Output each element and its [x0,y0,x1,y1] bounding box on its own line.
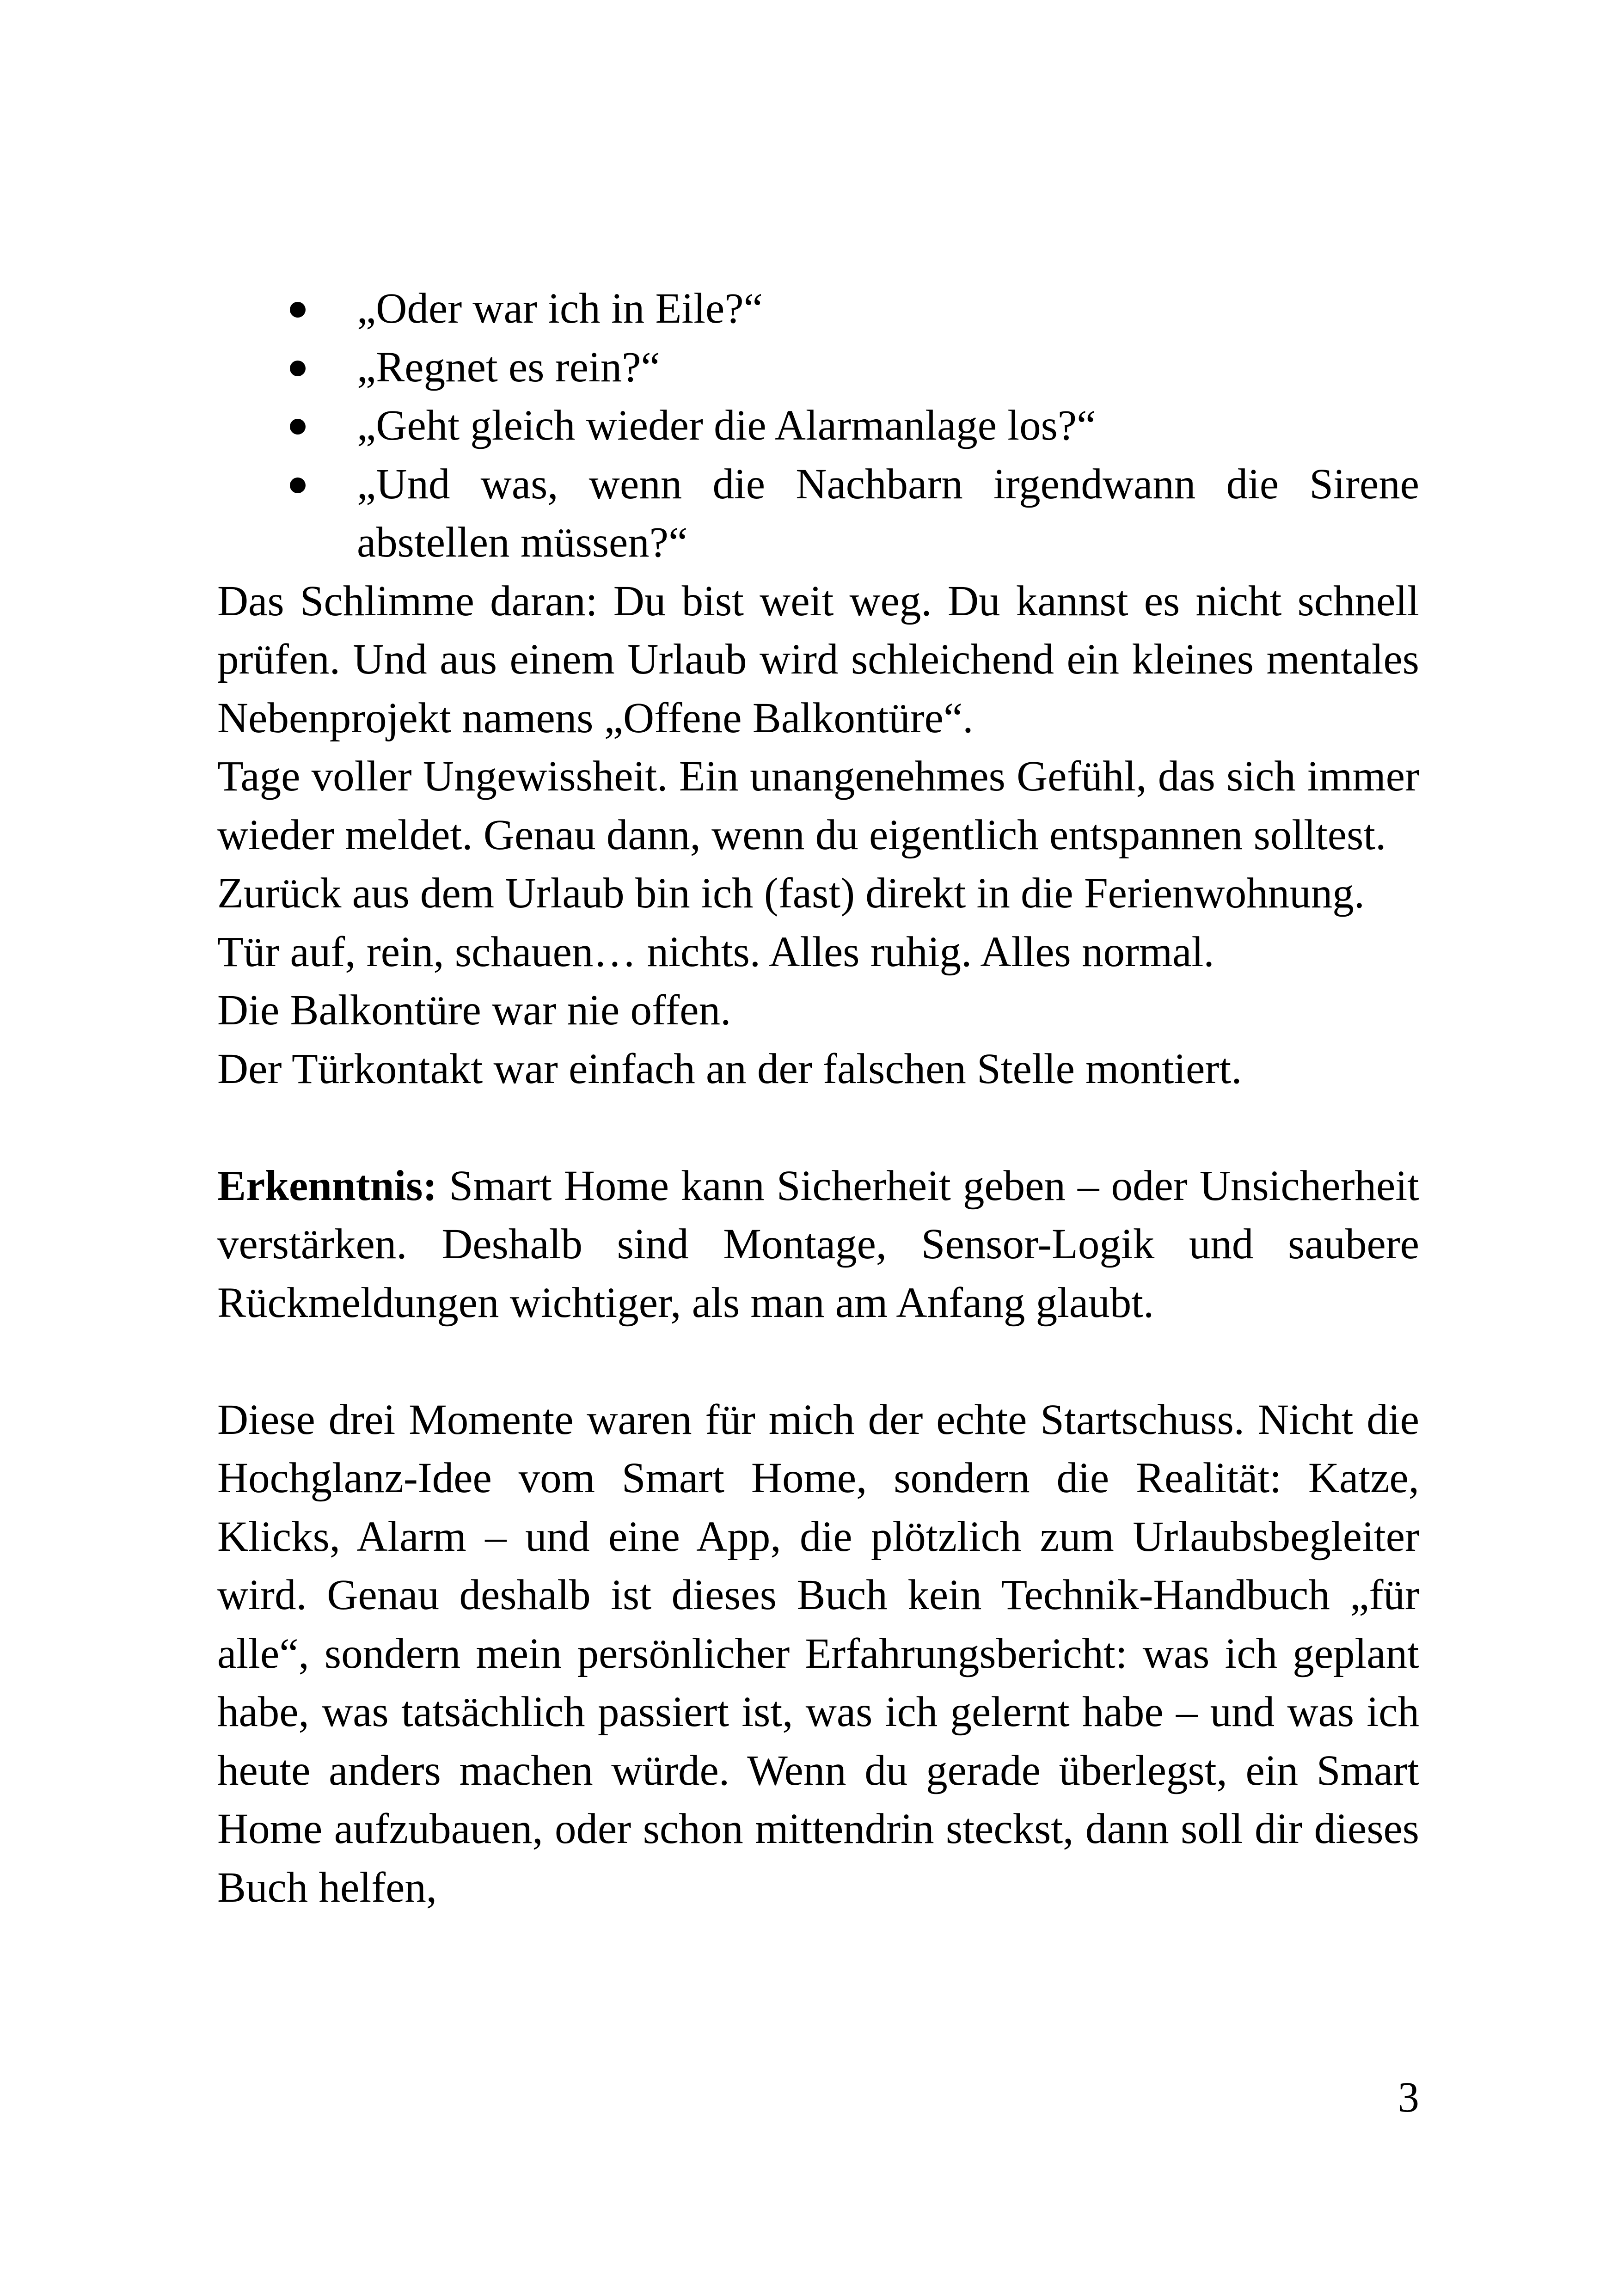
spacer [217,1332,1419,1391]
paragraph-line: Zurück aus dem Urlaub bin ich (fast) direkt in die Ferienwohnung. [217,869,1365,917]
paragraph: Diese drei Momente waren für mich der echte Startschuss. Nicht die Hochglanz-Idee vom Smart Home, sondern die Realität: Katze, Klicks, Alarm – und eine App, die plötzlich zum Urlaubsbegleiter wird. Genau deshalb ist dieses Buch kein Technik-Handbuch „für alle“, sondern mein persönlicher Erfahrungsbericht: was ich geplant habe, was tatsächlich passiert ist, was ich gelernt habe – und was ich heute anders machen würde. Wenn du gerade überlegst, ein Smart Home aufzubauen, oder schon mittendrin steckst, dann soll dir dieses Buch helfen, [217,1396,1419,1911]
bullet-text: „Geht gleich wieder die Alarmanlage los?“ [357,402,1096,449]
bullet-text: „Und was, wenn die Nachbarn irgendwann die Sirene abstellen müssen?“ [357,460,1419,566]
insight-label: Erkenntnis: [217,1162,437,1210]
body-text [217,280,1419,1917]
bullet-item [217,338,1419,397]
insight-paragraph [217,1157,1419,1333]
paragraph-line: Tür auf, rein, schauen… nichts. Alles ruhig. Alles normal. [217,928,1214,976]
paragraph: Tage voller Ungewissheit. Ein unangenehmes Gefühl, das sich immer wieder meldet. Genau dann, wenn du eigentlich entspannen solltest. [217,753,1419,859]
bullet-list [217,280,1419,572]
bullet-item [217,397,1419,455]
bullet-item [217,280,1419,338]
bullet-item [217,455,1419,572]
paragraph-line: Die Balkontüre war nie offen. [217,986,731,1034]
bullet-icon [290,478,306,493]
bullet-icon [290,302,306,318]
bullet-icon [290,361,306,376]
paragraph: Das Schlimme daran: Du bist weit weg. Du kannst es nicht schnell prüfen. Und aus einem Urlaub wird schleichend ein kleines mentales Nebenprojekt namens „Offene Balkontüre“. [217,577,1419,742]
spacer [217,1098,1419,1157]
bullet-text: „Regnet es rein?“ [357,343,660,391]
bullet-icon [290,419,306,435]
paragraph-line: Der Türkontakt war einfach an der falschen Stelle montiert. [217,1045,1242,1093]
page-number: 3 [1397,2074,1419,2121]
insight-text: Smart Home kann Sicherheit geben – oder Unsicherheit verstärken. Deshalb sind Montage, Sensor-Logik und saubere Rückmeldungen wichtiger, als man am Anfang glaubt. [217,1162,1420,1327]
bullet-text: „Oder war ich in Eile?“ [357,285,763,332]
